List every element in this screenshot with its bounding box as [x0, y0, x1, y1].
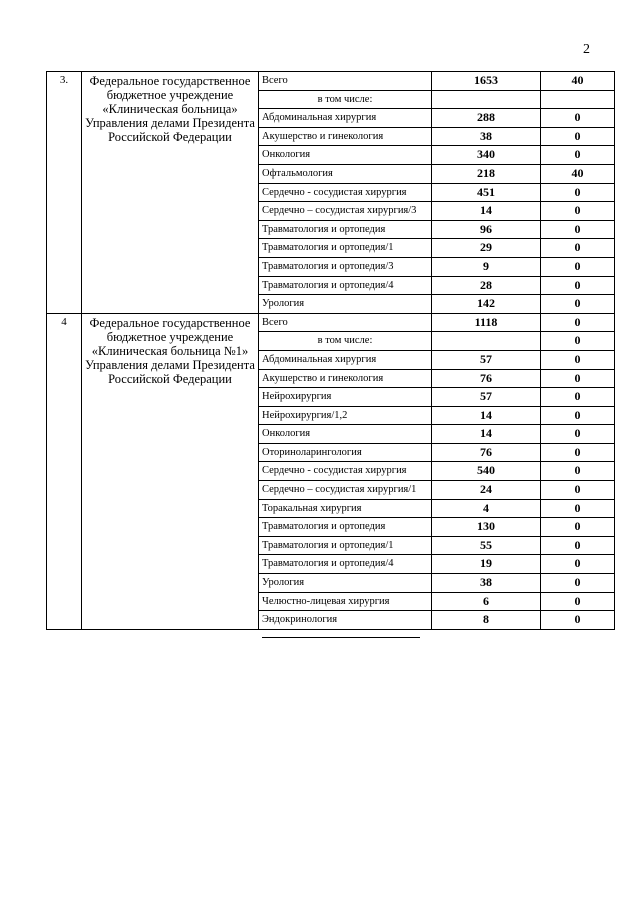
table-row	[47, 313, 615, 332]
specialty-name: в том числе:	[259, 332, 432, 351]
value-second: 0	[541, 313, 615, 332]
value-total: 38	[432, 127, 541, 146]
value-total: 14	[432, 406, 541, 425]
specialty-name: Травматология и ортопедия/1	[259, 239, 432, 258]
value-second: 0	[541, 574, 615, 593]
value-total: 76	[432, 369, 541, 388]
group-number: 4	[47, 313, 82, 629]
value-second: 0	[541, 462, 615, 481]
specialty-name: Урология	[259, 574, 432, 593]
specialty-name: Онкология	[259, 146, 432, 165]
value-second: 0	[541, 611, 615, 630]
value-total: 14	[432, 202, 541, 221]
value-total	[432, 90, 541, 109]
value-total: 1118	[432, 313, 541, 332]
value-second	[541, 90, 615, 109]
specialty-name: Урология	[259, 295, 432, 314]
value-second: 0	[541, 127, 615, 146]
specialty-name: Травматология и ортопедия/1	[259, 536, 432, 555]
value-second: 0	[541, 202, 615, 221]
specialty-name: Акушерство и гинекология	[259, 369, 432, 388]
page-number: 2	[583, 42, 590, 57]
specialty-name: Сердечно – сосудистая хирургия/3	[259, 202, 432, 221]
specialty-name: Челюстно-лицевая хирургия	[259, 592, 432, 611]
value-total: 142	[432, 295, 541, 314]
specialty-name: Акушерство и гинекология	[259, 127, 432, 146]
value-total: 29	[432, 239, 541, 258]
quota-table	[46, 71, 615, 630]
specialty-name: Травматология и ортопедия	[259, 518, 432, 537]
specialty-name: в том числе:	[259, 90, 432, 109]
specialty-name: Травматология и ортопедия/3	[259, 257, 432, 276]
specialty-name: Нейрохирургия	[259, 388, 432, 407]
group-number: 3.	[47, 72, 82, 314]
value-total: 96	[432, 220, 541, 239]
value-second: 0	[541, 350, 615, 369]
value-second: 0	[541, 592, 615, 611]
value-total: 340	[432, 146, 541, 165]
value-second: 0	[541, 555, 615, 574]
specialty-name: Всего	[259, 72, 432, 91]
value-total: 55	[432, 536, 541, 555]
value-second: 0	[541, 239, 615, 258]
specialty-name: Офтальмология	[259, 164, 432, 183]
specialty-name: Травматология и ортопедия/4	[259, 555, 432, 574]
value-total: 288	[432, 109, 541, 128]
specialty-name: Абдоминальная хирургия	[259, 350, 432, 369]
value-second: 0	[541, 369, 615, 388]
value-total: 57	[432, 350, 541, 369]
specialty-name: Оториноларингология	[259, 443, 432, 462]
signature-line	[262, 637, 420, 638]
value-total: 4	[432, 499, 541, 518]
specialty-name: Сердечно - сосудистая хирургия	[259, 462, 432, 481]
value-second: 0	[541, 443, 615, 462]
value-second: 40	[541, 72, 615, 91]
value-total: 130	[432, 518, 541, 537]
value-total: 451	[432, 183, 541, 202]
value-second: 0	[541, 146, 615, 165]
specialty-name: Травматология и ортопедия	[259, 220, 432, 239]
value-second: 0	[541, 295, 615, 314]
value-second: 0	[541, 220, 615, 239]
value-total: 8	[432, 611, 541, 630]
value-second: 0	[541, 499, 615, 518]
value-total: 9	[432, 257, 541, 276]
specialty-name: Онкология	[259, 425, 432, 444]
value-second: 0	[541, 183, 615, 202]
value-total: 6	[432, 592, 541, 611]
value-total: 28	[432, 276, 541, 295]
value-total: 24	[432, 481, 541, 500]
specialty-name: Абдоминальная хирургия	[259, 109, 432, 128]
value-second: 0	[541, 481, 615, 500]
value-total: 76	[432, 443, 541, 462]
value-second: 0	[541, 518, 615, 537]
value-total: 540	[432, 462, 541, 481]
specialty-name: Всего	[259, 313, 432, 332]
value-second: 0	[541, 406, 615, 425]
specialty-name: Сердечно - сосудистая хирургия	[259, 183, 432, 202]
value-second: 0	[541, 425, 615, 444]
organization-name: Федеральное государственное бюджетное учреждение «Клиническая больница №1» Управления делами Президента Российской Федерации	[82, 313, 259, 629]
specialty-name: Травматология и ортопедия/4	[259, 276, 432, 295]
specialty-name: Сердечно – сосудистая хирургия/1	[259, 481, 432, 500]
value-total: 218	[432, 164, 541, 183]
value-second: 0	[541, 536, 615, 555]
value-total: 14	[432, 425, 541, 444]
specialty-name: Нейрохирургия/1,2	[259, 406, 432, 425]
value-total: 38	[432, 574, 541, 593]
specialty-name: Торакальная хирургия	[259, 499, 432, 518]
value-second: 40	[541, 164, 615, 183]
specialty-name: Эндокринология	[259, 611, 432, 630]
value-total: 19	[432, 555, 541, 574]
value-total: 1653	[432, 72, 541, 91]
value-second: 0	[541, 276, 615, 295]
value-total: 57	[432, 388, 541, 407]
value-second: 0	[541, 257, 615, 276]
organization-name: Федеральное государственное бюджетное учреждение «Клиническая больница» Управления делами Президента Российской Федерации	[82, 72, 259, 314]
value-second: 0	[541, 388, 615, 407]
value-total	[432, 332, 541, 351]
value-second: 0	[541, 109, 615, 128]
table-row	[47, 72, 615, 91]
value-second: 0	[541, 332, 615, 351]
